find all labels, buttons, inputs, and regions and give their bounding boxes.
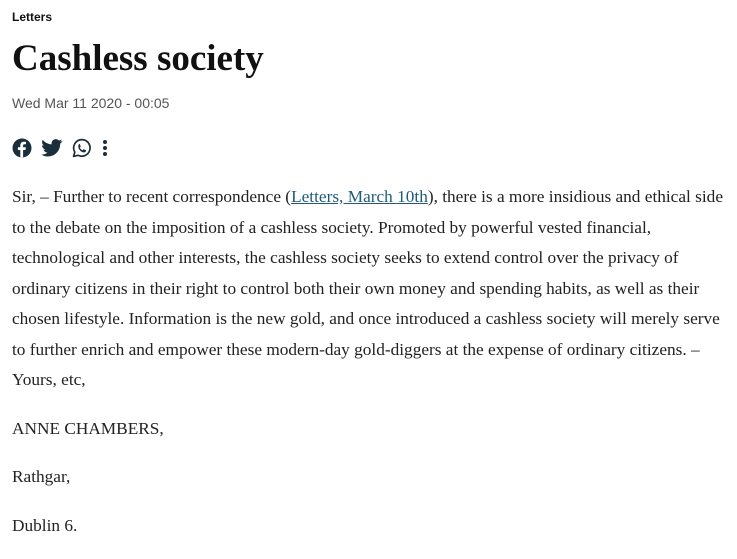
- more-options-icon: [101, 138, 109, 158]
- whatsapp-icon: [72, 138, 92, 158]
- share-bar: [12, 137, 118, 159]
- article-title: Cashless society: [12, 38, 264, 79]
- publish-date: Wed Mar 11 2020 - 00:05: [12, 95, 170, 111]
- facebook-icon: [12, 138, 32, 158]
- twitter-share-button[interactable]: [41, 137, 63, 159]
- signature-city: Dublin 6.: [12, 515, 78, 535]
- letter-text: ), there is a more insidious and ethical side to the debate on the imposition of a cashless society. Promoted by powerful vested financial, technological and other interests, the cashless society seeks to extend control over the privacy of ordinary citizens in their right to control both their own money and spending habits, as well as their chosen lifestyle. Information is the new gold, and once introduced a cashless society will merely serve to further enrich and empower these modern-day gold-diggers at the expense of ordinary citizens. – Yours, etc,: [12, 187, 723, 389]
- signature-name: ANNE CHAMBERS,: [12, 418, 164, 438]
- letter-intro: Sir, – Further to recent correspondence (: [12, 187, 292, 206]
- letters-march-10th-link[interactable]: Letters, March 10th: [291, 187, 428, 206]
- signature-area: Rathgar,: [12, 467, 71, 486]
- letter-paragraph: [12, 182, 724, 396]
- whatsapp-share-button[interactable]: [72, 137, 92, 159]
- article-body: [12, 182, 724, 559]
- section-link[interactable]: Letters: [12, 10, 53, 24]
- facebook-share-button[interactable]: [12, 137, 32, 159]
- more-options-button[interactable]: [101, 137, 109, 159]
- twitter-icon: [41, 139, 63, 157]
